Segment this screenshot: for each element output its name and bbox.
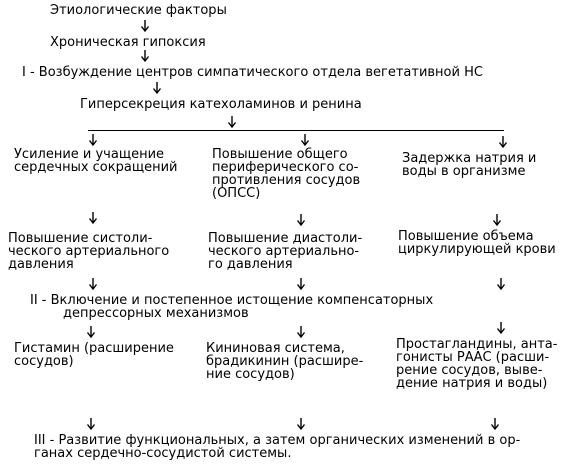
node-kinin-system: Кининовая система, брадикинин (расшире- ние сосудов) xyxy=(206,341,364,382)
node-sodium-retention: Задержка натрия и воды в организме xyxy=(402,151,537,179)
node-histamine: Гистамин (расширение сосудов) xyxy=(14,341,174,369)
node-peripheral-resistance: Повышение общего периферического со- противления сосудов (ОПСС) xyxy=(212,147,361,201)
node-stage-3: III - Развитие функциональных, а затем органических изменений в ор- ганах сердечно-сосудистой системы. xyxy=(34,433,521,461)
arrow-down-icon xyxy=(88,212,98,224)
arrow-down-icon xyxy=(300,134,310,146)
node-hypersecretion: Гиперсекреция катехоламинов и ренина xyxy=(80,97,362,112)
node-hypoxia: Хроническая гипоксия xyxy=(50,35,206,50)
arrow-down-icon xyxy=(490,418,500,430)
arrow-down-icon xyxy=(86,418,96,430)
arrow-down-icon xyxy=(296,214,306,226)
arrow-down-icon xyxy=(496,322,506,334)
arrow-down-icon xyxy=(296,326,306,338)
arrow-down-icon xyxy=(140,50,150,62)
node-etiology: Этиологические факторы xyxy=(50,3,227,18)
arrow-down-icon xyxy=(140,20,150,32)
arrow-down-icon xyxy=(227,116,237,128)
arrow-down-icon xyxy=(88,278,98,290)
node-blood-volume: Повышение объема циркулирующей крови xyxy=(398,229,556,257)
arrow-down-icon xyxy=(296,418,306,430)
arrow-down-icon xyxy=(492,214,502,226)
arrow-down-icon xyxy=(296,278,306,290)
node-diastolic-pressure: Повышение диастоли- ческого артериально- го давления xyxy=(208,231,363,272)
node-heart-contractions: Усиление и учащение сердечных сокращений xyxy=(14,147,178,175)
arrow-down-icon xyxy=(86,326,96,338)
arrow-down-icon xyxy=(88,134,98,146)
node-stage-2: II - Включение и постепенное истощение компенсаторных депрессорных механизмов xyxy=(30,293,434,321)
node-stage-1: I - Возбуждение центров симпатического отдела вегетативной НС xyxy=(22,65,483,80)
arrow-down-icon xyxy=(152,82,162,94)
node-systolic-pressure: Повышение систоли- ческого артериального давления xyxy=(8,231,170,272)
arrow-down-icon xyxy=(498,136,508,148)
branch-line xyxy=(88,130,504,131)
arrow-down-icon xyxy=(496,278,506,290)
node-prostaglandins: Простагландины, анта- гонисты РААС (расши- рение сосудов, выве- дение натрия и воды) xyxy=(396,337,558,391)
